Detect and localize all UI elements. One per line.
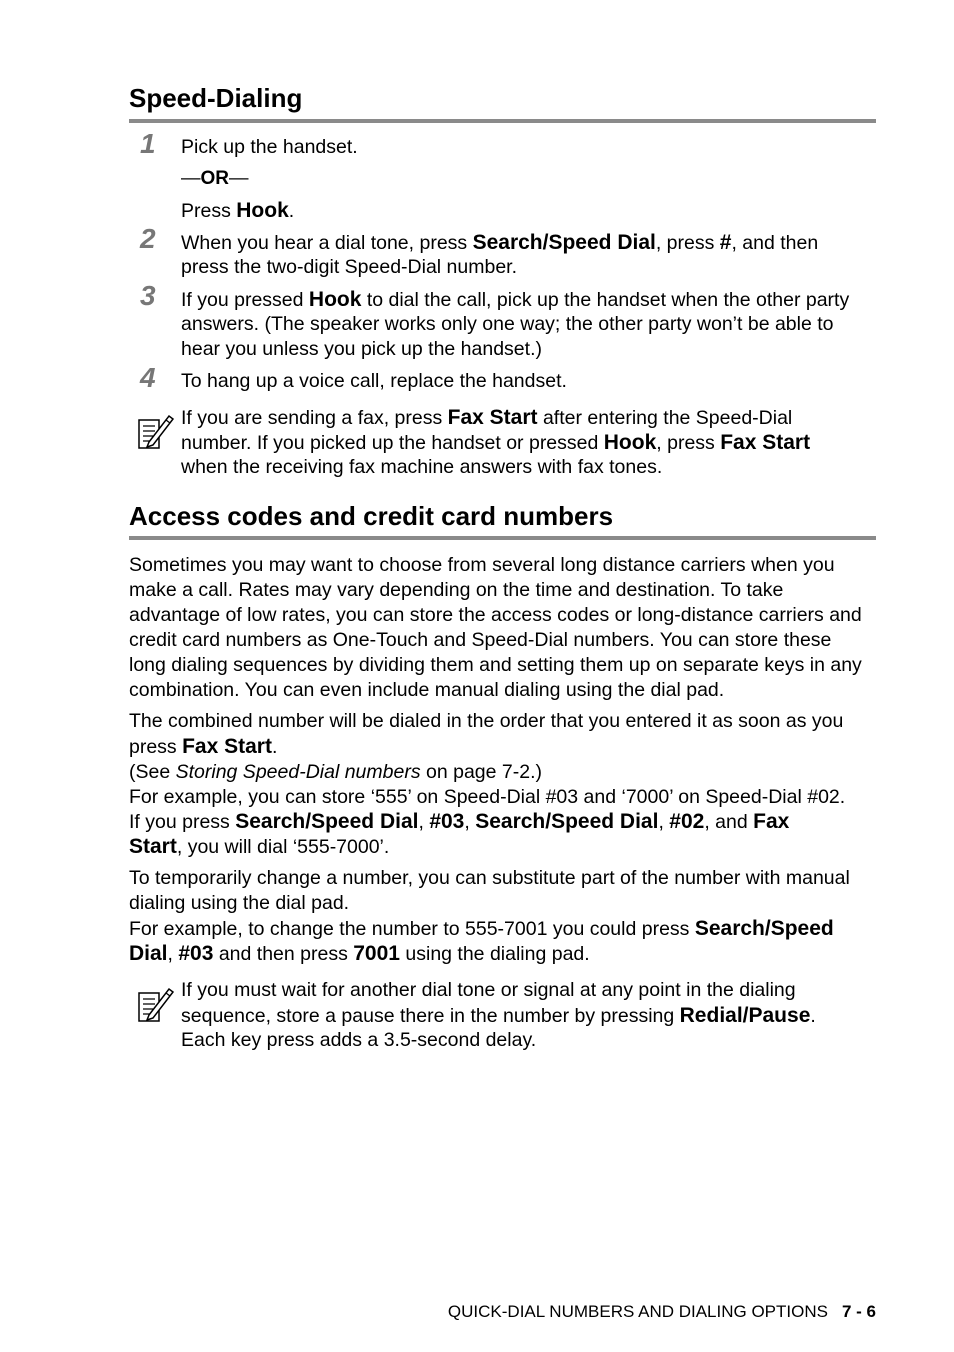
note-text: If you must wait for another dial tone or signal at any point in the dialing — [181, 979, 796, 1001]
footer-chapter: QUICK-DIAL NUMBERS AND DIALING OPTIONS — [447, 1302, 828, 1321]
paragraph-line: advantage of low rates, you can store the access codes or long-distance carriers and — [129, 604, 862, 626]
step-number: 1 — [140, 128, 156, 159]
step-text: press the two-digit Speed-Dial number. — [181, 256, 518, 278]
note-text: If you are sending a fax, press Fax Start after entering the Speed-Dial — [181, 406, 793, 429]
or-separator: —OR— — [181, 167, 249, 189]
paragraph-line: make a call. Rates may vary depending on the time and destination. To take — [129, 579, 784, 601]
step-text: Press Hook. — [181, 199, 295, 222]
step-number: 3 — [140, 280, 156, 311]
step-number: 4 — [140, 362, 156, 393]
paragraph-line: Start, you will dial ‘555-7000’. — [129, 835, 390, 858]
step-number: 2 — [140, 223, 156, 254]
page-footer — [448, 1301, 876, 1323]
paragraph-line: credit card numbers as One-Touch and Speed-Dial numbers. You can store these — [129, 629, 832, 651]
paragraph-line: combination. You can even include manual dialing using the dial pad. — [129, 679, 725, 701]
section-title-speed-dialing: Speed-Dialing — [129, 83, 303, 113]
step-text: If you pressed Hook to dial the call, pick up the handset when the other party — [181, 288, 850, 311]
note-text: Each key press adds a 3.5-second delay. — [181, 1029, 537, 1051]
section-rule — [129, 536, 876, 540]
paragraph-line: To temporarily change a number, you can substitute part of the number with manual — [129, 867, 850, 889]
paragraph-line: Dial, #03 and then press 7001 using the dialing pad. — [129, 942, 590, 965]
paragraph-line: Sometimes you may want to choose from several long distance carriers when you — [129, 554, 835, 576]
note-text: number. If you picked up the handset or pressed Hook, press Fax Start — [181, 431, 811, 454]
note-pencil-icon — [135, 412, 175, 452]
paragraph-line: (See Storing Speed-Dial numbers on page 7-2.) — [129, 761, 542, 783]
step-text: To hang up a voice call, replace the handset. — [181, 370, 567, 392]
note-pencil-icon — [135, 985, 175, 1025]
section-title-access-codes: Access codes and credit card numbers — [129, 501, 614, 531]
page-number: 7 - 6 — [841, 1302, 876, 1321]
paragraph-line: press Fax Start. — [129, 735, 278, 758]
step-text: answers. (The speaker works only one way; the other party won’t be able to — [181, 313, 834, 335]
paragraph-line: long dialing sequences by dividing them and setting them up on separate keys in any — [129, 654, 862, 676]
note-text: when the receiving fax machine answers with fax tones. — [181, 456, 663, 478]
step-text: Pick up the handset. — [181, 136, 358, 158]
paragraph-line: For example, to change the number to 555-7001 you could press Search/Speed — [129, 917, 834, 940]
paragraph-line: The combined number will be dialed in the order that you entered it as soon as you — [129, 710, 844, 732]
note-text: sequence, store a pause there in the number by pressing Redial/Pause. — [181, 1004, 816, 1027]
step-text: hear you unless you pick up the handset.) — [181, 338, 542, 360]
section-rule — [129, 119, 876, 123]
paragraph-line: For example, you can store ‘555’ on Speed-Dial #03 and ‘7000’ on Speed-Dial #02. — [129, 786, 846, 808]
paragraph-line: dialing using the dial pad. — [129, 892, 350, 914]
step-text: When you hear a dial tone, press Search/Speed Dial, press #, and then — [181, 231, 819, 254]
paragraph-line: If you press Search/Speed Dial, #03, Search/Speed Dial, #02, and Fax — [129, 810, 790, 833]
